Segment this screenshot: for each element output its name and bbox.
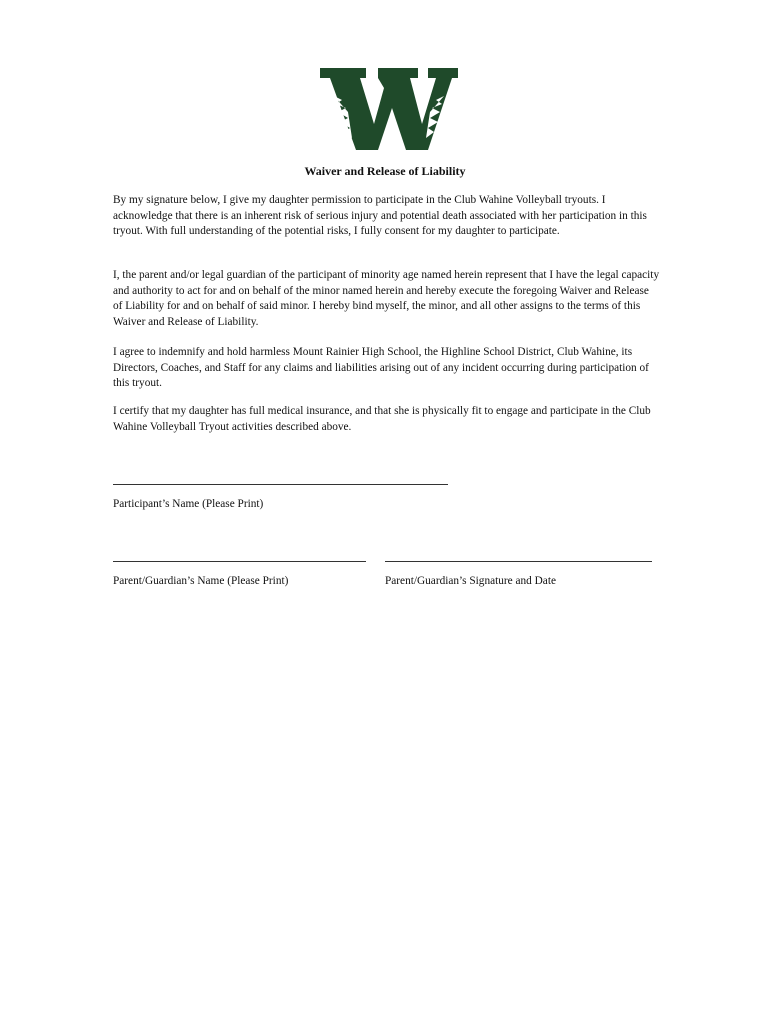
club-logo [318,66,460,152]
paragraph-legal-authority: I, the parent and/or legal guardian of the participant of minority age named herein represent that I have the legal capacity and authority to act for and on behalf of the minor named herein and hereby execute the foregoing Waiver and Release of Liability for and on behalf of said minor. I hereby bind myself, the minor, and all other assigns to the terms of this Waiver and Release of Liability. [113,269,660,328]
guardian-name-label: Parent/Guardian’s Name (Please Print) [113,575,289,587]
guardian-signature-line[interactable] [385,561,652,562]
paragraph-insurance: I certify that my daughter has full medical insurance, and that she is physically fit to engage and participate in the Club Wahine Volleyball Tryout activities described above. [113,405,651,433]
document-title: Waiver and Release of Liability [304,164,466,178]
logo-w-shape [320,68,458,150]
participant-name-line[interactable] [113,484,448,485]
guardian-name-line[interactable] [113,561,366,562]
participant-name-label: Participant’s Name (Please Print) [113,498,264,510]
guardian-signature-label: Parent/Guardian’s Signature and Date [385,575,556,587]
paragraph-indemnify: I agree to indemnify and hold harmless Mount Rainier High School, the Highline School District, Club Wahine, its Directors, Coaches, and Staff for any claims and liabilities arising out of any incident occurring during participation of this tryout. [113,346,649,389]
paragraph-permission: By my signature below, I give my daughter permission to participate in the Club Wahine Volleyball tryouts. I acknowledge that there is an inherent risk of serious injury and potential death associated with her participation in this tryout. With full understanding of the potential risks, I fully consent for my daughter to participate. [113,194,647,237]
